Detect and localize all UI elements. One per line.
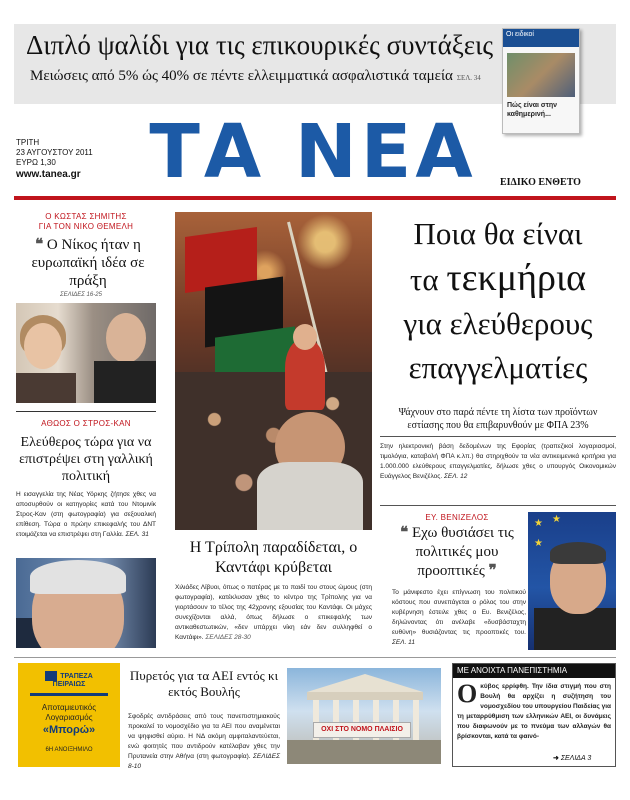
- open-universities-body: Οκύβος ερρίφθη. Την ίδια στιγμή που στη Βουλή θα αρχίζει η συζήτηση του νομοσχεδίου του υπουργείου Παιδείας για τη μεταρρύθμιση των ελληνικών ΑΕΙ, οι δυνάμεις που διαφωνούν με το πνεύμα των αλλαγών θα βρίσκονται, κατά τα φαινό-: [457, 679, 611, 740]
- supplement-thumbnail[interactable]: [502, 28, 580, 134]
- tripoli-page-ref: ΣΕΛΙΔΕΣ 28-30: [205, 634, 251, 641]
- tripoli-photo[interactable]: [175, 212, 372, 530]
- open-universities-box[interactable]: [452, 663, 616, 767]
- universities-body: Σφοδρές αντιδράσεις από τους πανεπιστημιακούς προκαλεί το νομοσχέδιο για τα ΑΕΙ που αναμένεται να ψηφισθεί αύριο. Η ΝΔ ακόμη αμφιταλαντεύεται, ενώ φοιτητές που αντιδρούν κατέλαβαν χθες την Πρυτανεία στην Αθήνα (στη φωτογραφία). ΣΕΛΙΔΕΣ 8-10: [128, 713, 280, 770]
- main-body: Στην ηλεκτρονική βάση δεδομένων της Εφορίας (τραπεζικοί λογαριασμοί, τιμολόγια, καταβολή ΦΠΑ κ.λπ.) θα στηριχθούν τα νέα αντικειμενικά κριτήρια για 1.000.000 ελεύθερους επαγγελματίες, δήλωσε χθες ο υπουργός Οικονομικών Ευάγγελος Βενιζέλος. ΣΕΛ. 12: [380, 443, 616, 480]
- universities-title[interactable]: Πυρετός για τα ΑΕΙ εντός κι εκτός Βουλής: [129, 668, 279, 699]
- simitis-page-ref: ΣΕΛΙΔΕΣ 16-25: [60, 292, 102, 298]
- supplement-caption: Πώς είναι στην καθημερινή...: [507, 102, 557, 118]
- masthead-info: [16, 138, 93, 180]
- main-headline[interactable]: Ποια θα είναι τα τεκμήρια για ελεύθερους επαγγελματίες: [403, 216, 593, 385]
- venizelos-page-ref: ΣΕΛ. 11: [392, 639, 415, 646]
- dsk-title[interactable]: Ελεύθερος τώρα για να επιστρέψει στη γαλλική πολιτική: [19, 435, 153, 484]
- dsk-body: Η εισαγγελία της Νέας Υόρκης ζήτησε χθες να αποσυρθούν οι κατηγορίες κατά του Ντομινίκ Στρος-Καν (στη φωτογραφία) για σεξουαλική επίθεση. Τώρα ο πρώην επικεφαλής του ΔΝΤ ετοιμάζεται να επιστρέψει στη Γαλλία. ΣΕΛ. 31: [16, 491, 156, 538]
- issue-day: ΤΡΙΤΗ: [16, 138, 40, 147]
- venizelos-kicker: ΕΥ. ΒΕΝΙΖΕΛΟΣ: [425, 513, 489, 522]
- deck-divider: [380, 436, 616, 437]
- pension-headline[interactable]: Διπλό ψαλίδι για τις επικουρικές συντάξεις: [26, 30, 494, 60]
- bank-ad[interactable]: [18, 663, 120, 767]
- universities-photo[interactable]: [287, 668, 441, 764]
- quote-open-icon: ❝: [400, 525, 412, 541]
- supplement-masthead: Οι ειδικοί: [503, 29, 579, 47]
- quote-close-icon: ❞: [484, 563, 497, 579]
- dsk-kicker: ΑΘΩΟΣ Ο ΣΤΡΟΣ-ΚΑΝ: [41, 419, 131, 428]
- site-url[interactable]: www.tanea.gr: [16, 169, 81, 180]
- top-banner[interactable]: [14, 24, 616, 118]
- bank-mark-icon: [45, 671, 57, 681]
- column-divider: [16, 411, 156, 412]
- issue-price: ΕΥΡΩ 1,30: [16, 158, 56, 167]
- tripoli-body: Χιλιάδες Λίβυοι, όπως ο πατέρας με το παιδί του στους ώμους (στη φωτογραφία), κατέκλυσαν χθες το κέντρο της Τρίπολης για να γιορτάσουν το τέλος της 42χρονης εξουσίας του Καντάφι. Οι μάχες συνεχίζονται αλλά, όπως δήλωσε ο επικεφαλής των αντικαθεστωτικών, «δεν υπάρχει νίκη εάν δεν συλληφθεί ο Καντάφι». ΣΕΛΙΔΕΣ 28-30: [175, 584, 372, 641]
- main-deck: Ψάχνουν στο παρά πέντε τη λίστα των προϊόντων εστίασης που θα επιβαρυνθούν με ΦΠΑ 23%: [398, 407, 598, 431]
- newspaper-logo[interactable]: ΤΑ ΝΕΑ: [149, 109, 477, 195]
- universities-page-ref: ΣΕΛΙΔΕΣ 8-10: [128, 753, 280, 770]
- arrow-right-icon: ➜: [553, 755, 561, 762]
- main-page-ref: ΣΕΛ. 12: [443, 473, 468, 480]
- quote-open-icon: ❝: [35, 237, 47, 253]
- simitis-photo[interactable]: [16, 303, 156, 403]
- dsk-page-ref: ΣΕΛ. 31: [125, 531, 149, 538]
- pension-subhead: Μειώσεις από 5% ώς 40% σε πέντε ελλειμματικά ασφαλιστικά ταμεία ΣΕΛ. 34: [30, 68, 481, 84]
- venizelos-quote[interactable]: ❝ Εχω θυσιάσει τις πολιτικές μου προοπτικές ❞: [400, 525, 514, 579]
- bank-ad-text: Αποταμιευτικός Λογαριασμός «Μπορώ» 6Η ΑΝΟΙΞΗΜΙΛΟ: [41, 703, 97, 753]
- supplement-photo: [507, 53, 575, 97]
- bank-logo: ΤΡΑΠΕΖΑ ΠΕΙΡΑΙΩΣ: [28, 671, 110, 689]
- pension-ref: ΣΕΛ. 34: [456, 74, 481, 82]
- bank-rule: [30, 693, 108, 696]
- simitis-quote[interactable]: ❝ Ο Νίκος ήταν η ευρωπαϊκή ιδέα σε πράξη: [31, 237, 145, 289]
- supplement-label[interactable]: ΕΙΔΙΚΟ ΕΝΘΕΤΟ: [500, 177, 581, 188]
- bottom-divider: [14, 657, 616, 658]
- venizelos-photo[interactable]: ★ ★ ★: [528, 512, 616, 650]
- section-divider: [380, 505, 616, 506]
- protest-banner: ΟΧΙ ΣΤΟ ΝΟΜΟ ΠΛΑΙΣΙΟ: [313, 722, 411, 738]
- dsk-photo[interactable]: [16, 558, 156, 648]
- issue-date: 23 ΑΥΓΟΥΣΤΟΥ 2011: [16, 148, 93, 157]
- venizelos-body: Το μάνιφεστο έχει επίγνωση του πολιτικού κόστους που συνεπάγεται ο ρόλος του στην κυβέρνηση έστειλε χθες ο Ευ. Βενιζέλος, δηλώνοντας ότι ανέλαβε «δυσβάσταχτη ευθύνη» θυσιάζοντας τις προοπτικές του. ΣΕΛ. 11: [392, 589, 526, 646]
- open-universities-header: ΜΕ ΑΝΟΙΧΤΑ ΠΑΝΕΠΙΣΤΗΜΙΑ: [453, 664, 615, 678]
- tripoli-title[interactable]: Η Τρίπολη παραδίδεται, ο Καντάφι κρύβεται: [189, 539, 358, 576]
- masthead-divider: [14, 196, 616, 200]
- open-universities-ref[interactable]: ➜ ΣΕΛΙΔΑ 3: [553, 755, 592, 762]
- simitis-kicker: Ο ΚΩΣΤΑΣ ΣΗΜΙΤΗΣ ΓΙΑ ΤΟΝ ΝΙΚΟ ΘΕΜΕΛΗ: [38, 212, 134, 231]
